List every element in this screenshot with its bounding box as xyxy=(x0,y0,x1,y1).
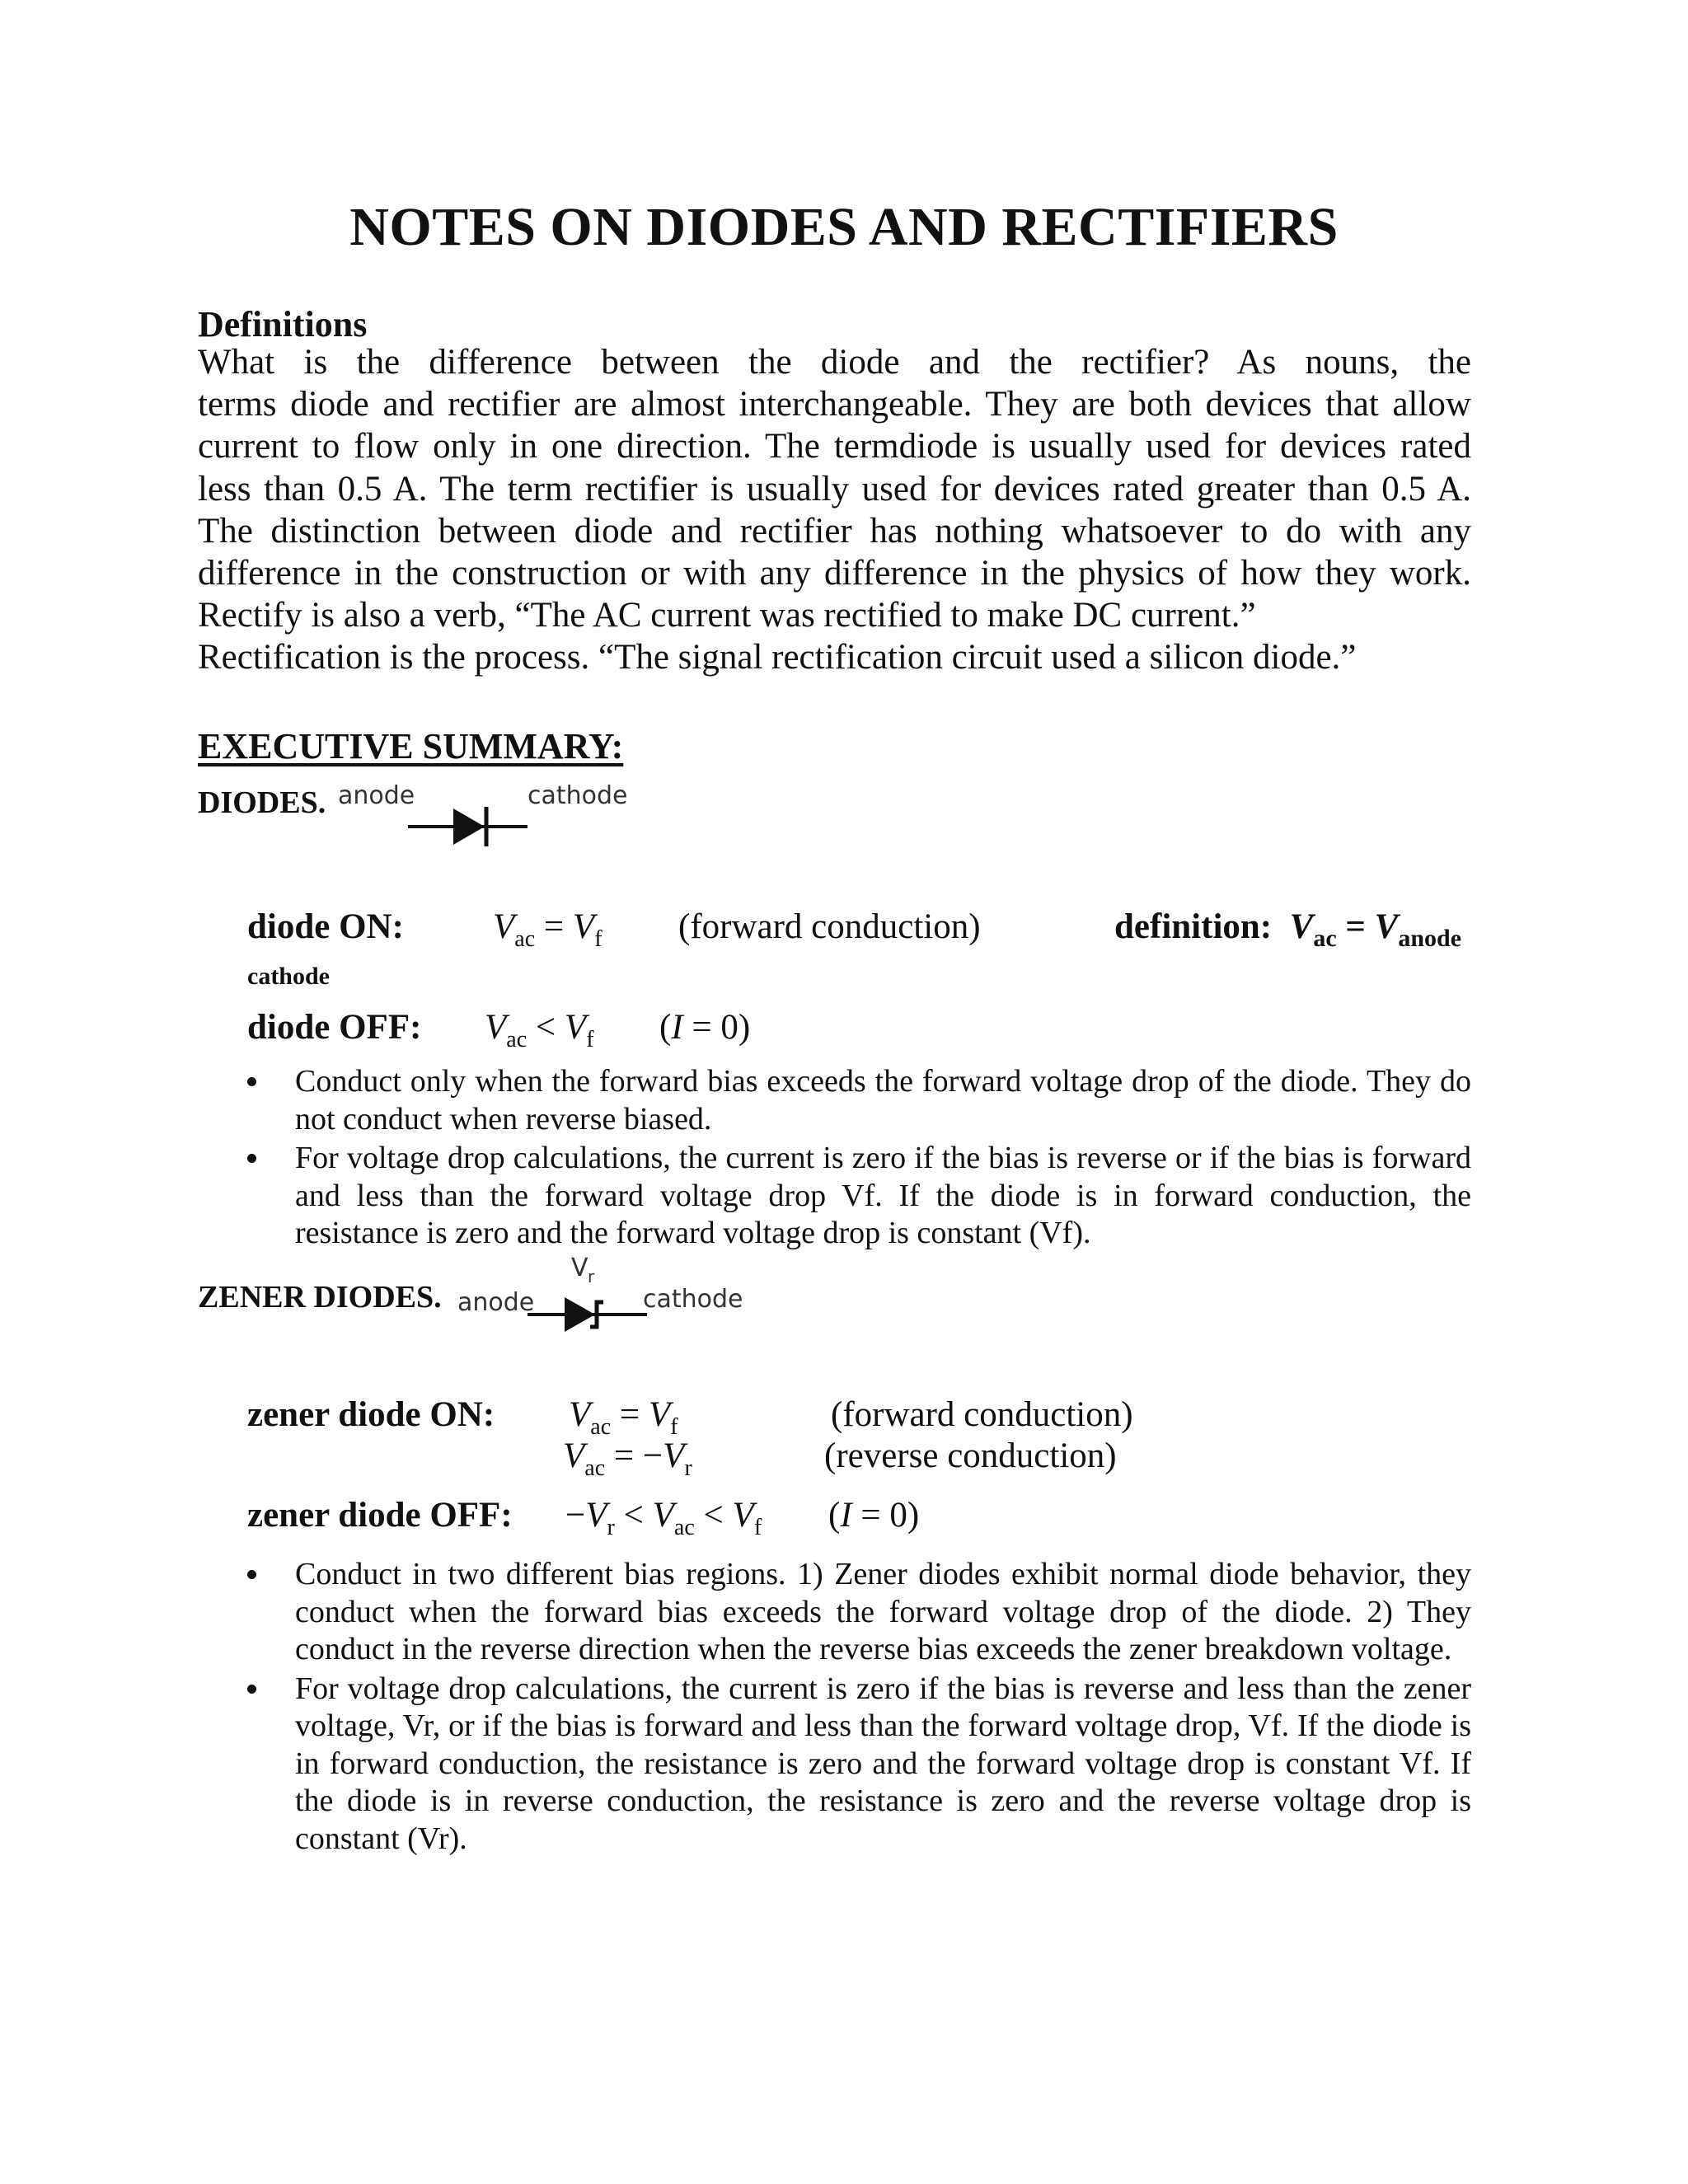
zener-on-equation-reverse: $V_{ac} = -V_r$ xyxy=(563,1436,692,1481)
definitions-line: difference in the construction or with any difference in the physics of how they work. xyxy=(198,554,1471,593)
zener-symbol-icon xyxy=(453,1251,758,1338)
zener-on-note-forward: (forward conduction) xyxy=(831,1395,1133,1434)
zener-on-label: zener diode ON: xyxy=(247,1395,495,1434)
definitions-paragraph xyxy=(198,341,1471,679)
executive-summary-heading: EXECUTIVE SUMMARY: xyxy=(198,726,624,766)
definitions-line: What is the difference between the diode and the rectifier? As nouns, the xyxy=(198,343,1471,382)
list-item: Conduct in two different bias regions. 1) Zener diodes exhibit normal diode behavior, they conduct when the forward bias exceeds the forward voltage drop of the diode. 2) They conduct in the reverse direction when the reverse bias exceeds the zener breakdown voltage. xyxy=(239,1556,1471,1669)
list-item: For voltage drop calculations, the current is zero if the bias is reverse or if the bias is forward and less than the forward voltage drop Vf. If the diode is in forward conduction, the resistance is zero and the forward voltage drop is constant (Vf). xyxy=(239,1140,1471,1253)
zener-off-label: zener diode OFF: xyxy=(247,1496,513,1535)
definition-wrap-text: cathode xyxy=(247,963,330,990)
diode-off-note: (I = 0) xyxy=(659,1008,751,1047)
diode-symbol-icon xyxy=(330,779,635,849)
zener-off-equation: $-V_r < V_{ac} < V_f$ xyxy=(565,1496,762,1540)
diode-on-label: diode ON: xyxy=(247,907,404,946)
definitions-line: Rectification is the process. “The signal rectification circuit used a silicon diode.” xyxy=(198,638,1357,677)
diode-off-label: diode OFF: xyxy=(247,1008,422,1047)
list-item: Conduct only when the forward bias exceeds the forward voltage drop of the diode. They do not conduct when reverse biased. xyxy=(239,1063,1471,1138)
diode-off-equation: $V_{ac} < V_f$ xyxy=(485,1008,594,1052)
diode-bullet-list xyxy=(239,1063,1471,1253)
zener-off-note: (I = 0) xyxy=(828,1496,920,1535)
zener-on-equation-forward: $V_{ac} = V_f$ xyxy=(569,1395,678,1440)
cathode-label: cathode xyxy=(528,781,628,810)
anode-label: anode xyxy=(457,1288,535,1317)
diode-definition: definition: $V_{ac} = V_{anode}$ xyxy=(1114,907,1462,952)
anode-label: anode xyxy=(338,781,415,810)
page-title: NOTES ON DIODES AND RECTIFIERS xyxy=(349,197,1339,257)
diode-on-note: (forward conduction) xyxy=(678,907,981,946)
zener-bullet-list xyxy=(239,1556,1471,1858)
list-item: For voltage drop calculations, the current is zero if the bias is reverse and less than the zener voltage, Vr, or if the bias is forward and less than the forward voltage drop, Vf. If the diode is in forward conduction, the resistance is zero and the forward voltage drop is constant Vf. If the diode is in reverse conduction, the resistance is zero and the reverse voltage drop is constant (Vr). xyxy=(239,1671,1471,1858)
definitions-line: less than 0.5 A. The term rectifier is usually used for devices rated greater than 0.5 A. xyxy=(198,469,1471,509)
zener-on-note-reverse: (reverse conduction) xyxy=(824,1436,1117,1475)
cathode-label: cathode xyxy=(643,1285,743,1314)
svg-text:r: r xyxy=(588,1267,595,1286)
definitions-line: terms diode and rectifier are almost interchangeable. They are both devices that allow xyxy=(198,385,1471,424)
diodes-label: DIODES. xyxy=(198,785,326,820)
definitions-line: The distinction between diode and rectifier has nothing whatsoever to do with any xyxy=(198,511,1471,551)
zener-label: ZENER DIODES. xyxy=(198,1280,442,1315)
vr-label: V xyxy=(571,1254,588,1282)
diode-on-equation: $V_{ac} = V_f$ xyxy=(493,907,603,952)
definitions-line: Rectify is also a verb, “The AC current was rectified to make DC current.” xyxy=(198,596,1256,635)
definitions-line: current to flow only in one direction. The termdiode is usually used for devices rated xyxy=(198,427,1471,466)
definitions-heading: Definitions xyxy=(198,304,368,344)
